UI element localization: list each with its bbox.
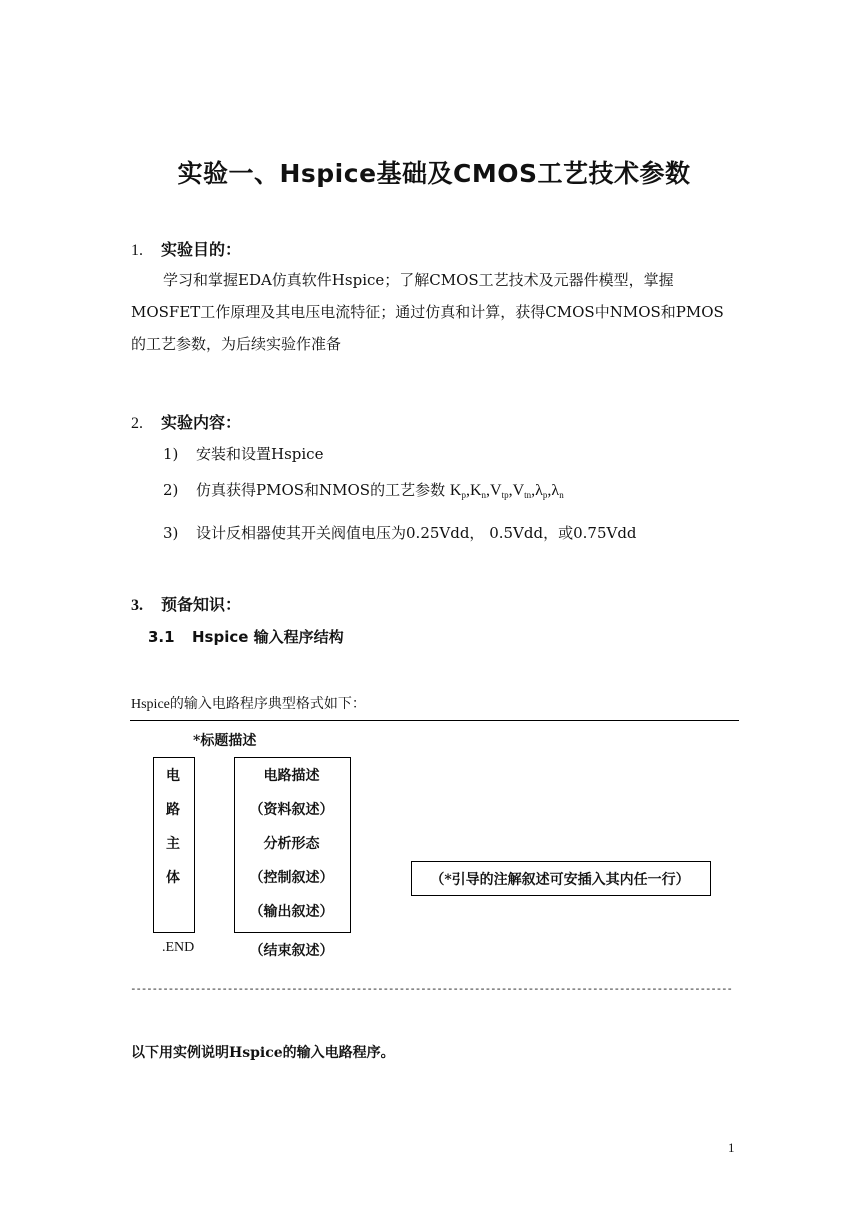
section1-line-3: 的工艺参数，为后续实验作准备 [131,335,342,353]
end-label: .END [162,940,195,955]
content-line-1: 电路描述 [263,768,320,784]
section2-heading [131,410,241,433]
content-line-3: 分析形态 [263,836,320,852]
content-item-3: 3) 设计反相器使其开关阀值电压为0.25Vdd， 0.5Vdd，或0.75Vdd [163,524,637,542]
body-char-2: 路 [166,802,180,818]
body-char-1: 电 [166,768,180,784]
body-char-4: 体 [166,870,180,886]
end-description: （结束叙述） [249,943,334,959]
section3-heading [131,592,241,615]
top-rule [130,720,739,721]
closing-text: 以下用实例说明Hspice的输入电路程序。 [131,1045,395,1061]
note-text: （*引导的注解叙述可安插入其内任一行） [430,872,690,888]
dashed-separator: ---------------------------------------------------------------------------------------------------------------- [130,982,732,995]
section3-title: 预备知识： [161,595,242,614]
content-line-5: （输出叙述） [249,904,334,920]
section3-number: 3. [131,597,143,614]
body-char-3: 主 [166,836,180,852]
section1-line-2: MOSFET工作原理及其电压电流特征；通过仿真和计算，获得CMOS中NMOS和PMOS [131,303,724,321]
title-comment: *标题描述 [193,733,257,749]
content-item-1: 1) 安装和设置Hspice [163,445,324,463]
section1-line-1: 学习和掌握EDA仿真软件Hspice；了解CMOS工艺技术及元器件模型，掌握 [163,271,674,289]
format-intro: Hspice的输入电路程序典型格式如下： [131,697,366,712]
content-line-2: （资料叙述） [249,802,334,818]
section1-number: 1. [131,242,143,259]
section1-title: 实验目的： [161,240,242,259]
section1-heading [131,237,241,260]
process-parameter-formula: $K_p,K_n,V_{tp},V_{tn},\lambda_p,\lambda_n$ [449,482,564,500]
content-item-2: 2) 仿真获得PMOS和NMOS的工艺参数 $K_p,K_n,V_{tp},V_{tn},\lambda_p,\lambda_n$ [163,481,564,500]
subsection-heading [148,626,344,647]
section2-title: 实验内容： [161,413,242,432]
subsection-title: Hspice 输入程序结构 [192,628,344,646]
content-line-4: （控制叙述） [249,870,334,886]
section2-number: 2. [131,415,143,432]
page-number: 1 [728,1140,735,1155]
page-title: 实验一、Hspice基础及CMOS工艺技术参数 [177,159,691,188]
subsection-number: 3.1 [148,628,175,646]
